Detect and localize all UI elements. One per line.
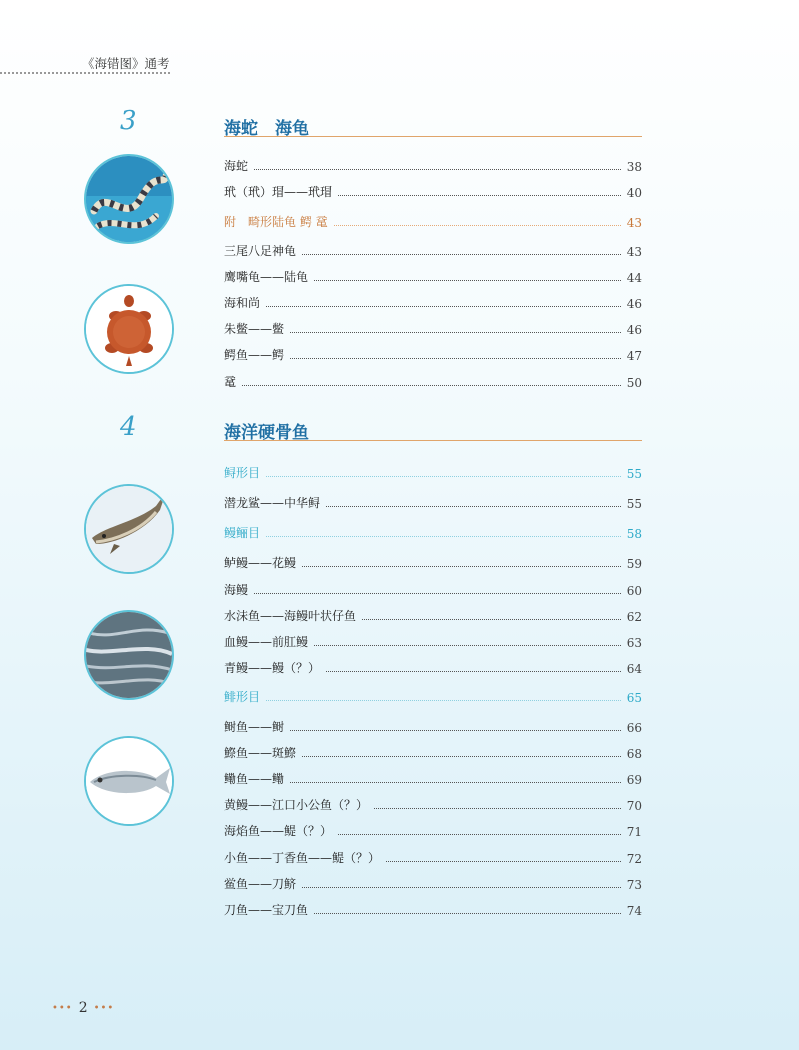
entry-title: 鲱形目 <box>224 690 261 704</box>
entry-title: 鲟形目 <box>224 466 261 480</box>
footer-dots-left: ••• <box>52 1002 73 1014</box>
leader-dots <box>242 385 621 386</box>
entry-title: 鼋 <box>224 375 237 389</box>
leader-dots <box>338 195 621 196</box>
leader-dots <box>314 280 621 281</box>
entry-page: 71 <box>626 825 642 839</box>
toc-entry[interactable] <box>224 717 642 735</box>
entry-page: 47 <box>626 349 642 363</box>
leader-dots <box>386 861 621 862</box>
entry-page: 66 <box>626 721 642 735</box>
entry-title: 青鳗——鳗（？） <box>224 661 321 675</box>
section-rule <box>224 136 642 137</box>
page-footer <box>52 1000 114 1016</box>
toc-entry[interactable] <box>224 743 642 761</box>
eel-larvae-illustration <box>84 610 174 700</box>
toc-entry[interactable] <box>224 606 642 624</box>
entry-title: 鲈鳗——花鳗 <box>224 556 297 570</box>
entry-title: 玳（玳）瑁——玳瑁 <box>224 185 333 199</box>
toc-entry[interactable] <box>224 319 642 337</box>
entry-page: 55 <box>626 467 642 481</box>
entry-page: 40 <box>626 186 642 200</box>
leader-dots <box>334 225 621 226</box>
entry-page: 44 <box>626 271 642 285</box>
entry-page: 55 <box>626 497 642 511</box>
leader-dots <box>266 306 621 307</box>
entry-page: 62 <box>626 610 642 624</box>
entry-title: 鲎鱼——刀鲚 <box>224 877 297 891</box>
entry-title: 三尾八足神龟 <box>224 244 297 258</box>
header-dotted-rule <box>0 72 170 74</box>
entry-page: 73 <box>626 878 642 892</box>
toc-entry[interactable] <box>224 900 642 918</box>
toc-entry[interactable] <box>224 182 642 200</box>
toc-entry[interactable] <box>224 241 642 259</box>
page-number: 2 <box>78 1000 88 1016</box>
entry-title: 鳓鱼——鳓 <box>224 772 285 786</box>
toc-entry[interactable] <box>224 553 642 571</box>
entry-page: 60 <box>626 584 642 598</box>
entry-title: 黄鳗——江口小公鱼（？） <box>224 798 369 812</box>
entry-title: 水沫鱼——海鳗叶状仔鱼 <box>224 609 357 623</box>
toc-entry[interactable] <box>224 874 642 892</box>
leader-dots <box>362 619 621 620</box>
leader-dots <box>314 913 621 914</box>
leader-dots <box>338 834 621 835</box>
toc-entry[interactable] <box>224 769 642 787</box>
entry-page: 68 <box>626 747 642 761</box>
entry-page: 58 <box>626 527 642 541</box>
leader-dots <box>302 566 621 567</box>
entry-title: 朱鳖——鳖 <box>224 322 285 336</box>
toc-entry[interactable] <box>224 493 642 511</box>
entry-page: 50 <box>626 376 642 390</box>
entry-title: 鹰嘴龟——陆龟 <box>224 270 309 284</box>
toc-entry[interactable] <box>224 293 642 311</box>
entry-title: 鳗鲡目 <box>224 526 261 540</box>
entry-page: 64 <box>626 662 642 676</box>
entry-page: 38 <box>626 160 642 174</box>
entry-page: 43 <box>626 245 642 259</box>
leader-dots <box>266 476 621 477</box>
toc-entry[interactable] <box>224 632 642 650</box>
entry-title: 潜龙鲨——中华鲟 <box>224 496 321 510</box>
toc-entry-category[interactable] <box>224 463 642 481</box>
entry-title: 海和尚 <box>224 296 261 310</box>
leader-dots <box>290 358 621 359</box>
toc-entry[interactable] <box>224 345 642 363</box>
entry-title: 小鱼——丁香鱼——鳀（？） <box>224 851 381 865</box>
leader-dots <box>314 645 621 646</box>
entry-page: 69 <box>626 773 642 787</box>
leader-dots <box>302 254 621 255</box>
toc-entry[interactable] <box>224 580 642 598</box>
entry-page: 74 <box>626 904 642 918</box>
leader-dots <box>302 887 621 888</box>
sea-snake-illustration <box>84 154 174 244</box>
shad-fish-illustration <box>84 736 174 826</box>
section-title[interactable]: 海蛇 海龟 <box>224 119 309 139</box>
sturgeon-illustration <box>84 484 174 574</box>
entry-page: 65 <box>626 691 642 705</box>
entry-page: 72 <box>626 852 642 866</box>
section-rule <box>224 440 642 441</box>
leader-dots <box>374 808 621 809</box>
toc-entry[interactable] <box>224 821 642 839</box>
entry-page: 63 <box>626 636 642 650</box>
entry-page: 46 <box>626 323 642 337</box>
section-number: 3 <box>120 106 137 136</box>
entry-title: 海蛇 <box>224 159 249 173</box>
section-number: 4 <box>120 412 137 442</box>
entry-page: 46 <box>626 297 642 311</box>
turtle-illustration <box>84 284 174 374</box>
leader-dots <box>326 506 621 507</box>
leader-dots <box>266 536 621 537</box>
leader-dots <box>254 169 621 170</box>
entry-title: 附 畸形陆龟 鳄 鼋 <box>224 215 328 229</box>
toc-entry-appendix[interactable] <box>224 212 642 230</box>
toc-entry[interactable] <box>224 372 642 390</box>
toc-entry[interactable] <box>224 848 642 866</box>
toc-entry[interactable] <box>224 267 642 285</box>
entry-title: 血鳗——前肛鳗 <box>224 635 309 649</box>
footer-dots-right: ••• <box>93 1002 115 1014</box>
entry-title: 鲥鱼——鲥 <box>224 720 285 734</box>
leader-dots <box>290 730 621 731</box>
section-title[interactable]: 海洋硬骨鱼 <box>224 423 309 443</box>
entry-title: 鰶鱼——斑鰶 <box>224 746 297 760</box>
leader-dots <box>326 671 621 672</box>
toc-entry[interactable] <box>224 156 642 174</box>
entry-page: 43 <box>626 216 642 230</box>
toc-entry[interactable] <box>224 658 642 676</box>
leader-dots <box>266 700 621 701</box>
entry-title: 海鳗 <box>224 583 249 597</box>
entry-title: 刀鱼——宝刀鱼 <box>224 903 309 917</box>
entry-title: 海焰鱼——鳀（？） <box>224 824 333 838</box>
toc-entry-category[interactable] <box>224 687 642 705</box>
running-header-title: 《海错图》通考 <box>82 56 170 71</box>
leader-dots <box>290 782 621 783</box>
leader-dots <box>302 756 621 757</box>
toc-entry[interactable] <box>224 795 642 813</box>
entry-page: 59 <box>626 557 642 571</box>
entry-page: 70 <box>626 799 642 813</box>
entry-title: 鳄鱼——鳄 <box>224 348 285 362</box>
leader-dots <box>254 593 621 594</box>
toc-entry-category[interactable] <box>224 523 642 541</box>
leader-dots <box>290 332 621 333</box>
